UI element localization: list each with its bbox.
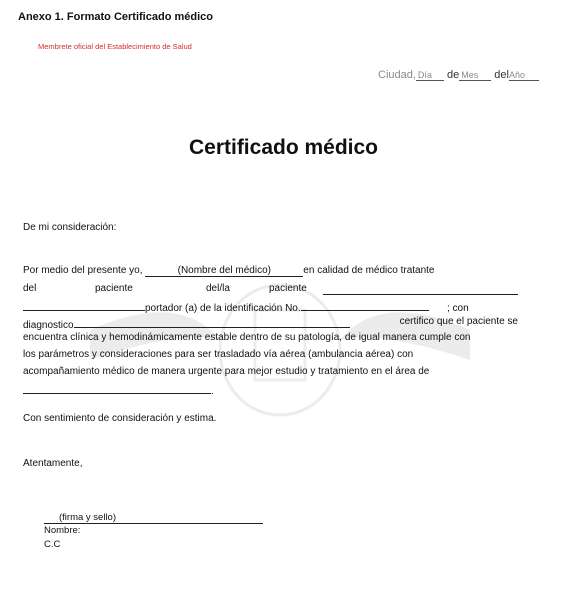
regards-text: Atentamente, [23, 458, 83, 469]
name-label: Nombre: [44, 525, 81, 536]
body-text: del/la [206, 283, 230, 294]
body-text: diagnostico [23, 320, 74, 331]
body-line-1 [23, 265, 518, 279]
body-text: certifico que el paciente se [399, 316, 518, 327]
day-field[interactable] [416, 70, 444, 81]
month-field[interactable] [459, 70, 491, 81]
body-text: en calidad de médico tratante [303, 265, 435, 276]
letterhead-placeholder: Membrete oficial del Establecimiento de Salud [38, 42, 192, 51]
signature-field[interactable] [44, 512, 263, 524]
body-text: del [23, 283, 37, 294]
body-line-8 [23, 382, 518, 396]
body-line-3 [23, 299, 518, 313]
body-text: paciente [269, 283, 307, 294]
patient-continued-field[interactable] [23, 299, 145, 311]
area-field[interactable] [23, 382, 211, 394]
body-text: . [211, 386, 214, 397]
year-placeholder: Año [508, 70, 525, 80]
day-placeholder: Día [417, 70, 432, 80]
year-field[interactable] [509, 70, 539, 81]
body-text: paciente [95, 283, 133, 294]
body-line-7: acompañamiento médico de manera urgente para mejor estudio y tratamiento en el área de [23, 366, 430, 377]
body-text: portador (a) de la identificación No. [145, 303, 301, 314]
id-number-field[interactable] [301, 299, 429, 311]
doctor-name-field[interactable] [145, 265, 303, 277]
de-label-1: de [446, 69, 460, 81]
diagnosis-field[interactable] [74, 316, 350, 328]
document-title: Certificado médico [188, 136, 379, 159]
annex-title: Anexo 1. Formato Certificado médico [18, 11, 213, 23]
closing-text: Con sentimiento de consideración y estima. [23, 413, 217, 424]
body-line-5: encuentra clínica y hemodinámicamente estable dentro de su patología, de igual manera cumple con [23, 332, 471, 343]
date-line [378, 69, 539, 81]
body-line-6: los parámetros y consideraciones para ser trasladado vía aérea (ambulancia aérea) con [23, 349, 414, 360]
greeting: De mi consideración: [23, 222, 117, 233]
patient-name-field[interactable] [323, 283, 518, 295]
body-line-2 [23, 283, 518, 297]
city-label: Ciudad, [378, 69, 416, 81]
cc-label: C.C [44, 539, 61, 550]
signature-label: (firma y sello) [59, 512, 117, 523]
body-text: Por medio del presente yo, [23, 265, 146, 276]
month-placeholder: Mes [461, 70, 479, 80]
body-text: ; con [446, 303, 469, 314]
de-label-2: del [494, 69, 509, 81]
doctor-name-placeholder: (Nombre del médico) [177, 265, 271, 276]
body-line-4 [23, 316, 518, 330]
signature-line[interactable] [44, 512, 263, 524]
